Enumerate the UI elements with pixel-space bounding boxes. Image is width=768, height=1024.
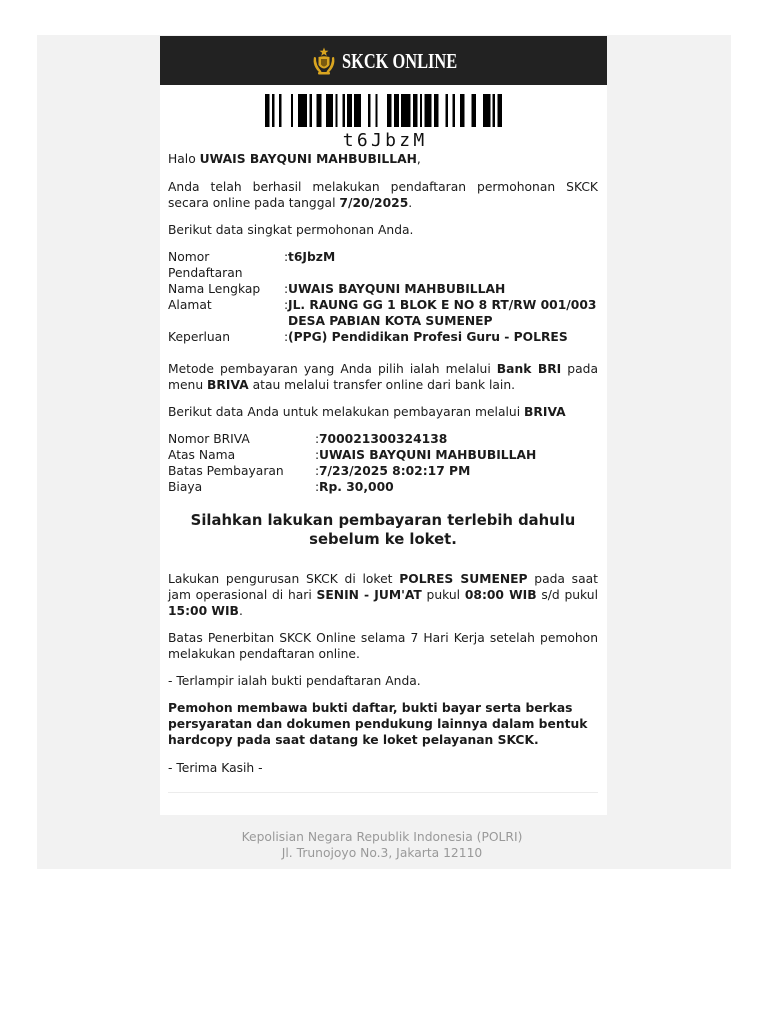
- separator: :: [284, 282, 289, 296]
- registration-number: t6JbzM: [288, 250, 336, 264]
- separator: :: [284, 330, 289, 344]
- barcode-bar: [310, 94, 312, 127]
- payment-method-text: pada menu: [168, 362, 598, 392]
- purpose: (PPG) Pendidikan Profesi Guru - POLRES: [288, 330, 568, 344]
- greeting: [168, 151, 598, 167]
- email-body: [160, 151, 607, 793]
- payment-method-text: atau melalui transfer online dari bank lain.: [248, 378, 516, 392]
- payment-label: Batas Pembayaran: [168, 464, 284, 478]
- email-background: [37, 35, 731, 869]
- table-row: [168, 447, 598, 463]
- brand-title: SKCK ONLINE: [341, 48, 457, 73]
- polri-emblem-icon: [309, 46, 339, 76]
- summary-intro: Berikut data singkat permohonan Anda.: [168, 223, 414, 237]
- registration-date: 7/20/2025: [339, 196, 409, 210]
- briva-number: 700021300324138: [319, 432, 448, 446]
- separator: :: [315, 480, 320, 494]
- separator: :: [284, 298, 289, 312]
- fee-amount: Rp. 30,000: [319, 480, 394, 494]
- office-hours-text: s/d pukul: [536, 588, 599, 602]
- payment-label: Biaya: [168, 480, 203, 494]
- menu-name: BRIVA: [207, 378, 249, 392]
- divider: [168, 792, 598, 793]
- registration-table: [168, 249, 598, 345]
- barcode-bar: [375, 94, 377, 127]
- table-row: [168, 463, 598, 479]
- account-name: UWAIS BAYQUNI MAHBUBILLAH: [319, 448, 537, 462]
- barcode-bar: [265, 94, 270, 127]
- barcode-bar: [335, 94, 337, 127]
- applicant-name: UWAIS BAYQUNI MAHBUBILLAH: [199, 152, 417, 166]
- registration-label: Keperluan: [168, 330, 230, 344]
- requirements-note: Pemohon membawa bukti daftar, bukti bayar serta berkas persyaratan dan dokumen pendukung lainnya dalam bentuk hardcopy pada saat datang ke loket pelayanan SKCK.: [168, 701, 588, 747]
- barcode-bar: [279, 94, 281, 127]
- brand-wrapper: [342, 49, 459, 73]
- separator: :: [315, 432, 320, 446]
- barcode-bar: [326, 94, 333, 127]
- full-name: UWAIS BAYQUNI MAHBUBILLAH: [288, 282, 506, 296]
- bank-name: Bank BRI: [496, 362, 562, 376]
- barcode-bar: [413, 94, 418, 127]
- address: JL. RAUNG GG 1 BLOK E NO 8 RT/RW 001/003 DESA PABIAN KOTA SUMENEP: [288, 298, 597, 328]
- barcode-bar: [317, 94, 322, 127]
- office-hours-text: .: [238, 604, 243, 618]
- barcode-bar: [368, 94, 370, 127]
- office-hours-text: pada saat jam operasional di hari: [168, 572, 598, 602]
- barcode-bar: [453, 94, 455, 127]
- payment-deadline: 7/23/2025 8:02:17 PM: [319, 464, 471, 478]
- separator: :: [315, 448, 320, 462]
- payment-table: [168, 431, 598, 495]
- barcode: [265, 94, 502, 127]
- registration-intro-suffix: .: [408, 196, 413, 210]
- separator: :: [284, 250, 289, 264]
- briva-intro-text: Berikut data Anda untuk melakukan pembayaran melalui: [168, 405, 525, 419]
- table-row: [168, 297, 598, 329]
- registration-label: Nama Lengkap: [168, 282, 261, 296]
- registration-label: Nomor Pendaftaran: [168, 250, 243, 280]
- barcode-bar: [298, 94, 307, 127]
- footer-address: Jl. Trunojoyo No.3, Jakarta 12110: [281, 846, 483, 860]
- barcode-bar: [460, 94, 465, 127]
- notice-heading: Silahkan lakukan pembayaran terlebih dahulu sebelum ke loket.: [190, 512, 576, 548]
- barcode-bar: [434, 94, 439, 127]
- barcode-bar: [420, 94, 422, 127]
- footer-organization: Kepolisian Negara Republik Indonesia (POLRI): [241, 830, 523, 844]
- office-hours-text: pukul: [421, 588, 465, 602]
- office-name: POLRES SUMENEP: [399, 572, 528, 586]
- barcode-bar: [425, 94, 432, 127]
- payment-method-text: Metode pembayaran yang Anda pilih ialah melalui: [168, 362, 497, 376]
- barcode-bar: [471, 94, 476, 127]
- briva-intro: [168, 404, 598, 420]
- barcode-code: t6JbzM: [342, 130, 428, 151]
- attachment-note: - Terlampir ialah bukti pendaftaran Anda.: [168, 674, 421, 688]
- greeting-prefix: Halo: [168, 152, 200, 166]
- barcode-bar: [342, 94, 344, 127]
- barcode-bar: [401, 94, 410, 127]
- barcode-bar: [291, 94, 293, 127]
- table-row: [168, 479, 598, 495]
- barcode-bar: [272, 94, 274, 127]
- email-footer: [37, 829, 727, 861]
- barcode-bar: [354, 94, 361, 127]
- barcode-bar: [493, 94, 495, 127]
- greeting-suffix: ,: [416, 152, 421, 166]
- registration-label: Alamat: [168, 298, 212, 312]
- registration-intro: [168, 179, 598, 211]
- table-row: [168, 329, 598, 345]
- barcode-bar: [446, 94, 448, 127]
- registration-intro-text: Anda telah berhasil melakukan pendaftaran permohonan SKCK secara online pada tanggal: [168, 180, 598, 210]
- closing-time: 15:00 WIB: [168, 604, 239, 618]
- barcode-bar: [483, 94, 490, 127]
- closing-text: - Terima Kasih -: [168, 761, 263, 775]
- table-row: [168, 249, 598, 281]
- office-hours: [168, 571, 598, 619]
- issuance-limit: Batas Penerbitan SKCK Online selama 7 Hari Kerja setelah pemohon melakukan pendaftaran online.: [168, 631, 598, 661]
- office-hours-text: Lakukan pengurusan SKCK di loket: [168, 572, 400, 586]
- separator: :: [315, 464, 320, 478]
- table-row: [168, 431, 598, 447]
- payment-label: Nomor BRIVA: [168, 432, 250, 446]
- payment-method: [168, 361, 598, 393]
- email-header: [160, 36, 607, 85]
- payment-label: Atas Nama: [168, 448, 236, 462]
- barcode-bar: [347, 94, 352, 127]
- opening-time: 08:00 WIB: [464, 588, 537, 602]
- barcode-bar: [394, 94, 399, 127]
- barcode-bar: [497, 94, 502, 127]
- email-card: [160, 36, 607, 815]
- office-days: SENIN - JUM'AT: [316, 588, 422, 602]
- barcode-bar: [387, 94, 392, 127]
- table-row: [168, 281, 598, 297]
- briva-method: BRIVA: [524, 405, 566, 419]
